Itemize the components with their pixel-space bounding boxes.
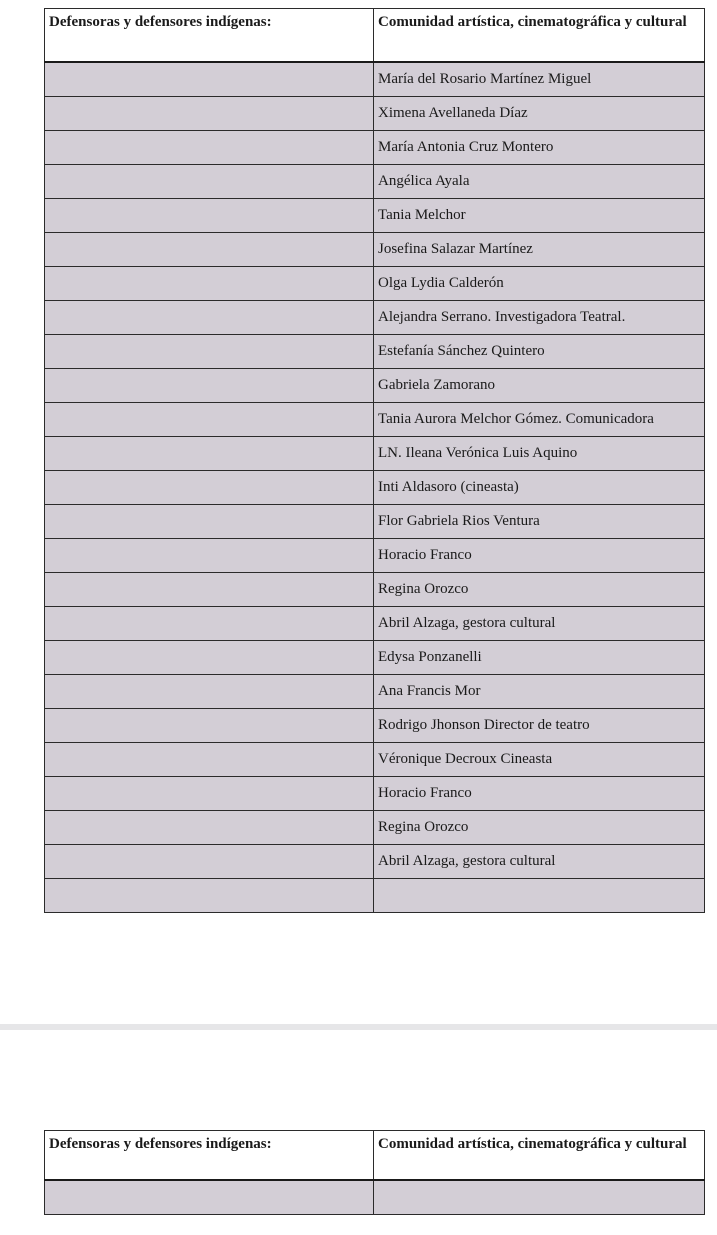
table-row — [45, 743, 705, 777]
cell-artistic-community-member: Flor Gabriela Rios Ventura — [374, 505, 705, 539]
table-row — [45, 879, 705, 913]
cell-indigenous-defender — [45, 471, 374, 505]
table-row — [45, 675, 705, 709]
table-row — [45, 471, 705, 505]
table-row — [45, 709, 705, 743]
cell-artistic-community-member: Olga Lydia Calderón — [374, 267, 705, 301]
cell-indigenous-defender — [45, 709, 374, 743]
table-header-row — [45, 9, 705, 63]
cell-artistic-community-member: Horacio Franco — [374, 539, 705, 573]
table-row — [45, 573, 705, 607]
cell-artistic-community-member: Regina Orozco — [374, 573, 705, 607]
cell-artistic-community-member: Alejandra Serrano. Investigadora Teatral. — [374, 301, 705, 335]
table-header-row — [45, 1131, 705, 1181]
table-row — [45, 641, 705, 675]
cell-artistic-community-member: Véronique Decroux Cineasta — [374, 743, 705, 777]
table-row — [45, 845, 705, 879]
cell-artistic-community-member — [374, 1180, 705, 1215]
cell-indigenous-defender — [45, 199, 374, 233]
cell-artistic-community-member: Inti Aldasoro (cineasta) — [374, 471, 705, 505]
cell-indigenous-defender — [45, 335, 374, 369]
cell-indigenous-defender — [45, 131, 374, 165]
table-row — [45, 437, 705, 471]
cell-artistic-community-member: María Antonia Cruz Montero — [374, 131, 705, 165]
cell-indigenous-defender — [45, 641, 374, 675]
cell-indigenous-defender — [45, 1180, 374, 1215]
cell-artistic-community-member: Ximena Avellaneda Díaz — [374, 97, 705, 131]
table-row — [45, 199, 705, 233]
header-artistic-community: Comunidad artística, cinematográfica y cultural — [374, 1131, 705, 1181]
table-row — [45, 62, 705, 97]
cell-indigenous-defender — [45, 573, 374, 607]
cell-indigenous-defender — [45, 62, 374, 97]
table-row — [45, 539, 705, 573]
cell-artistic-community-member: Gabriela Zamorano — [374, 369, 705, 403]
cell-artistic-community-member: Tania Melchor — [374, 199, 705, 233]
cell-artistic-community-member: Horacio Franco — [374, 777, 705, 811]
table-row — [45, 777, 705, 811]
cell-indigenous-defender — [45, 165, 374, 199]
cell-artistic-community-member: Regina Orozco — [374, 811, 705, 845]
cell-indigenous-defender — [45, 845, 374, 879]
cell-indigenous-defender — [45, 675, 374, 709]
cell-indigenous-defender — [45, 811, 374, 845]
table-row — [45, 607, 705, 641]
signatories-table-continued — [44, 1130, 705, 1215]
header-artistic-community: Comunidad artística, cinematográfica y cultural — [374, 9, 705, 63]
cell-indigenous-defender — [45, 369, 374, 403]
table-row — [45, 267, 705, 301]
cell-artistic-community-member: Ana Francis Mor — [374, 675, 705, 709]
cell-indigenous-defender — [45, 743, 374, 777]
cell-artistic-community-member: Angélica Ayala — [374, 165, 705, 199]
table-row — [45, 233, 705, 267]
cell-artistic-community-member — [374, 879, 705, 913]
header-indigenous-defenders: Defensoras y defensores indígenas: — [45, 1131, 374, 1181]
cell-indigenous-defender — [45, 97, 374, 131]
table-row — [45, 505, 705, 539]
cell-artistic-community-member: Tania Aurora Melchor Gómez. Comunicadora — [374, 403, 705, 437]
table-row — [45, 131, 705, 165]
table-row — [45, 97, 705, 131]
cell-artistic-community-member: María del Rosario Martínez Miguel — [374, 62, 705, 97]
cell-artistic-community-member: Edysa Ponzanelli — [374, 641, 705, 675]
cell-artistic-community-member: Josefina Salazar Martínez — [374, 233, 705, 267]
table-row — [45, 301, 705, 335]
cell-indigenous-defender — [45, 607, 374, 641]
cell-indigenous-defender — [45, 505, 374, 539]
signatories-table — [44, 8, 705, 913]
table-row — [45, 165, 705, 199]
cell-artistic-community-member: Rodrigo Jhonson Director de teatro — [374, 709, 705, 743]
cell-indigenous-defender — [45, 301, 374, 335]
cell-artistic-community-member: Abril Alzaga, gestora cultural — [374, 845, 705, 879]
table-row — [45, 335, 705, 369]
cell-indigenous-defender — [45, 777, 374, 811]
table-row — [45, 1180, 705, 1215]
cell-indigenous-defender — [45, 437, 374, 471]
cell-indigenous-defender — [45, 539, 374, 573]
cell-artistic-community-member: Estefanía Sánchez Quintero — [374, 335, 705, 369]
table-row — [45, 403, 705, 437]
cell-indigenous-defender — [45, 879, 374, 913]
cell-indigenous-defender — [45, 267, 374, 301]
table-row — [45, 369, 705, 403]
cell-artistic-community-member: Abril Alzaga, gestora cultural — [374, 607, 705, 641]
cell-artistic-community-member: LN. Ileana Verónica Luis Aquino — [374, 437, 705, 471]
cell-indigenous-defender — [45, 403, 374, 437]
header-indigenous-defenders: Defensoras y defensores indígenas: — [45, 9, 374, 63]
cell-indigenous-defender — [45, 233, 374, 267]
table-row — [45, 811, 705, 845]
